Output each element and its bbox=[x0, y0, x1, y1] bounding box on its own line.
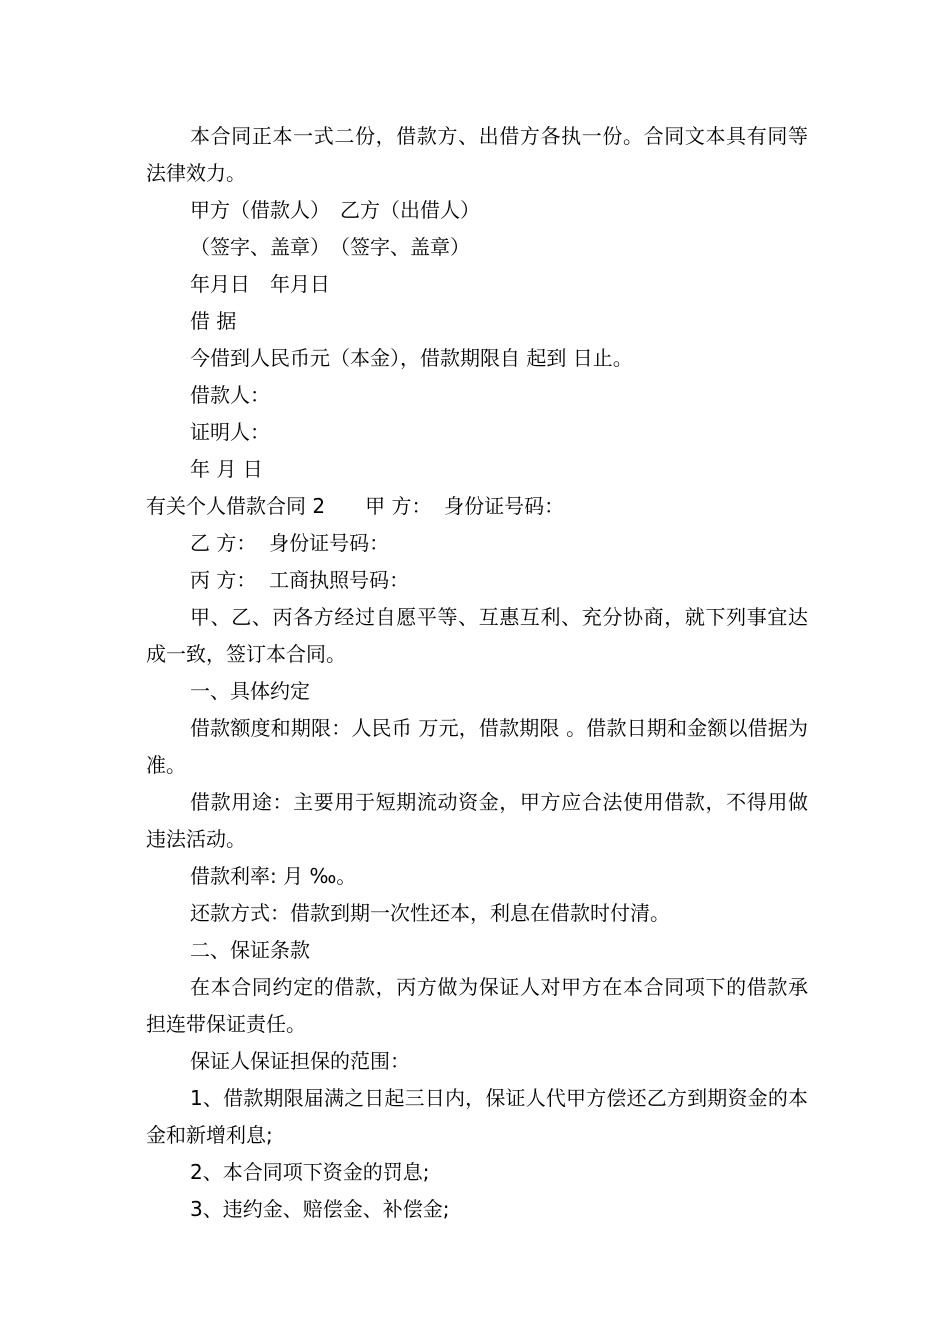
section-2-heading: 二、保证条款 bbox=[190, 938, 310, 962]
contract-preamble: 甲、乙、丙各方经过自愿平等、互惠互利、充分协商，就下列事宜达成一致，签订本合同。 bbox=[146, 605, 808, 666]
paragraph-copies-clause: 本合同正本一式二份，借款方、出借方各执一份。合同文本具有同等法律效力。 bbox=[146, 124, 808, 185]
iou-date: 年 月 日 bbox=[190, 457, 263, 481]
scope-item-2: 2、本合同项下资金的罚息; bbox=[190, 1160, 430, 1184]
clause-interest-rate: 借款利率: 月 ‰。 bbox=[190, 864, 357, 888]
scope-item-1: 1、借款期限届满之日起三日内，保证人代甲方偿还乙方到期资金的本金和新增利息; bbox=[146, 1086, 808, 1147]
paragraph-date-label: 年月日 年月日 bbox=[190, 272, 330, 296]
party-b-line: 乙 方： 身份证号码： bbox=[190, 531, 390, 555]
paragraph-parties-label: 甲方（借款人） 乙方（出借人） bbox=[190, 198, 480, 222]
clause-guarantee-scope: 保证人保证担保的范围： bbox=[190, 1049, 410, 1073]
iou-borrower: 借款人： bbox=[190, 383, 270, 407]
document-page bbox=[146, 118, 808, 1228]
paragraph-signature-label: （签字、盖章） （签字、盖章） bbox=[190, 235, 470, 259]
section-1-heading: 一、具体约定 bbox=[190, 679, 310, 703]
clause-repayment: 还款方式：借款到期一次性还本，利息在借款时付清。 bbox=[190, 901, 670, 925]
clause-guarantee: 在本合同约定的借款，丙方做为保证人对甲方在本合同项下的借款承担连带保证责任。 bbox=[146, 975, 808, 1036]
clause-amount-term: 借款额度和期限：人民币 万元，借款期限 。借款日期和金额以借据为准。 bbox=[146, 716, 808, 777]
contract-2-heading: 有关个人借款合同 2 甲 方： 身份证号码： bbox=[146, 494, 565, 518]
clause-purpose: 借款用途：主要用于短期流动资金，甲方应合法使用借款，不得用做违法活动。 bbox=[146, 790, 808, 851]
scope-item-3: 3、违约金、赔偿金、补偿金; bbox=[190, 1197, 450, 1221]
iou-body: 今借到人民币元（本金），借款期限自 起到 日止。 bbox=[190, 346, 633, 370]
party-c-line: 丙 方： 工商执照号码： bbox=[190, 568, 410, 592]
iou-witness: 证明人： bbox=[190, 420, 270, 444]
iou-title: 借 据 bbox=[190, 309, 237, 333]
